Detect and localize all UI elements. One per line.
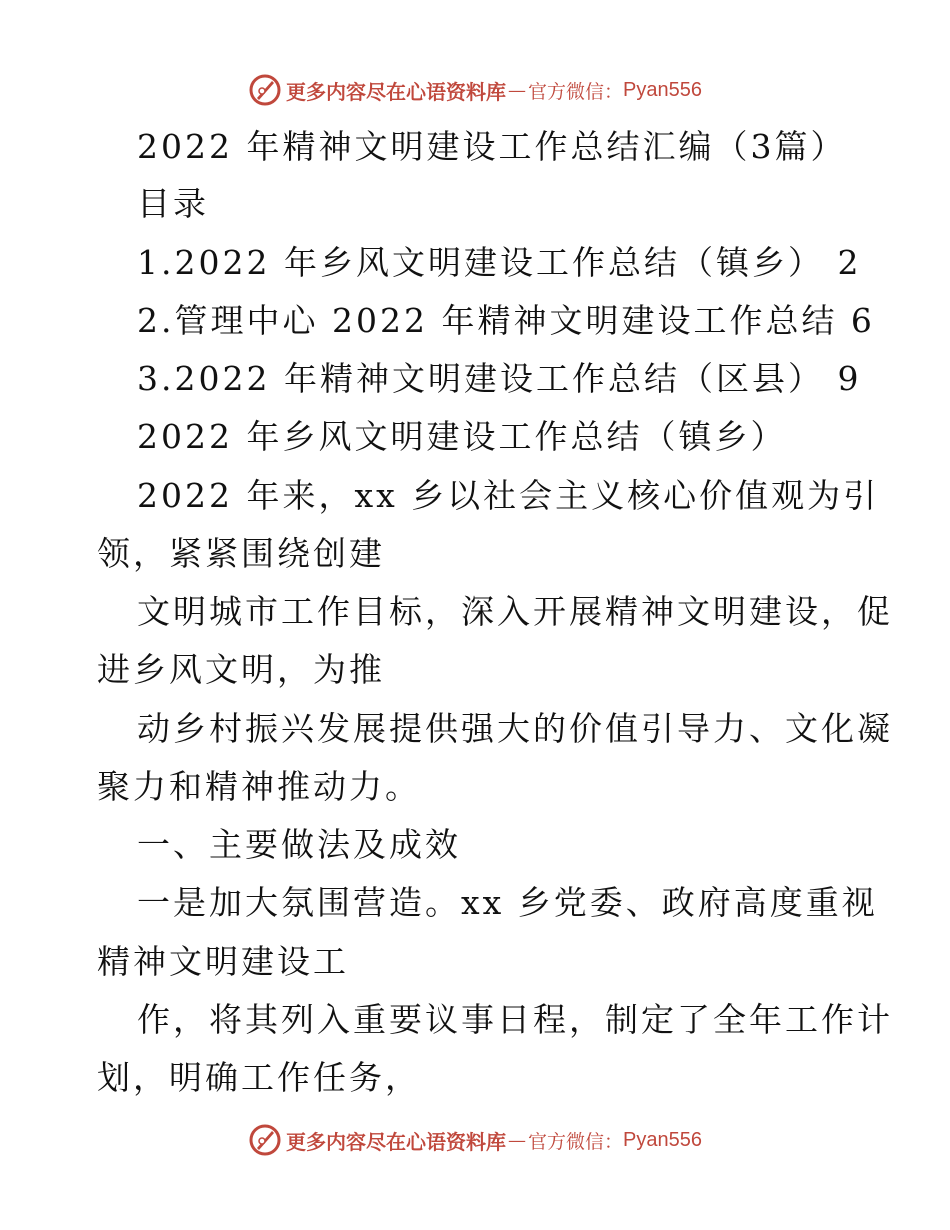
- watermark-banner-top: [0, 70, 950, 110]
- quill-circle-icon: [248, 1123, 282, 1157]
- watermark-wechat-id: Pyan556: [623, 1128, 702, 1151]
- paragraph-line: 进乡风文明，为推: [97, 650, 385, 689]
- paragraph-line: 2022 年来，xx 乡以社会主义核心价值观为引: [137, 476, 880, 515]
- paragraph-line: 一是加大氛围营造。xx 乡党委、政府高度重视: [137, 883, 878, 922]
- watermark-dash: —: [508, 79, 526, 101]
- quill-circle-icon: [248, 73, 282, 107]
- paragraph-line: 聚力和精神推动力。: [97, 767, 421, 806]
- subsection-heading: 一、主要做法及成效: [137, 825, 461, 864]
- watermark-brand: 更多内容尽在心语资料库: [286, 79, 506, 104]
- paragraph-line: 动乡村振兴发展提供强大的价值引导力、文化凝: [137, 709, 893, 748]
- watermark-wechat-id: Pyan556: [623, 78, 702, 101]
- watermark-wechat-label: 官方微信：: [528, 80, 624, 103]
- watermark-wechat-label: 官方微信：: [528, 1130, 624, 1153]
- toc-heading: 目录: [137, 184, 209, 223]
- toc-entry-2: 2.管理中心 2022 年精神文明建设工作总结 6: [137, 301, 875, 340]
- watermark-banner-bottom: [0, 1120, 950, 1160]
- paragraph-line: 文明城市工作目标，深入开展精神文明建设，促: [137, 592, 893, 631]
- paragraph-line: 划，明确工作任务，: [97, 1058, 421, 1097]
- toc-entry-1: 1.2022 年乡风文明建设工作总结（镇乡） 2: [137, 243, 862, 282]
- toc-entry-3: 3.2022 年精神文明建设工作总结（区县） 9: [137, 359, 862, 398]
- section-title: 2022 年乡风文明建设工作总结（镇乡）: [137, 417, 787, 456]
- watermark-dash: —: [508, 1129, 526, 1151]
- paragraph-line: 精神文明建设工: [97, 942, 349, 981]
- document-title: 2022 年精神文明建设工作总结汇编（3篇）: [137, 127, 847, 166]
- paragraph-line: 领，紧紧围绕创建: [97, 534, 385, 573]
- paragraph-line: 作，将其列入重要议事日程，制定了全年工作计: [137, 1000, 893, 1039]
- watermark-brand: 更多内容尽在心语资料库: [286, 1129, 506, 1154]
